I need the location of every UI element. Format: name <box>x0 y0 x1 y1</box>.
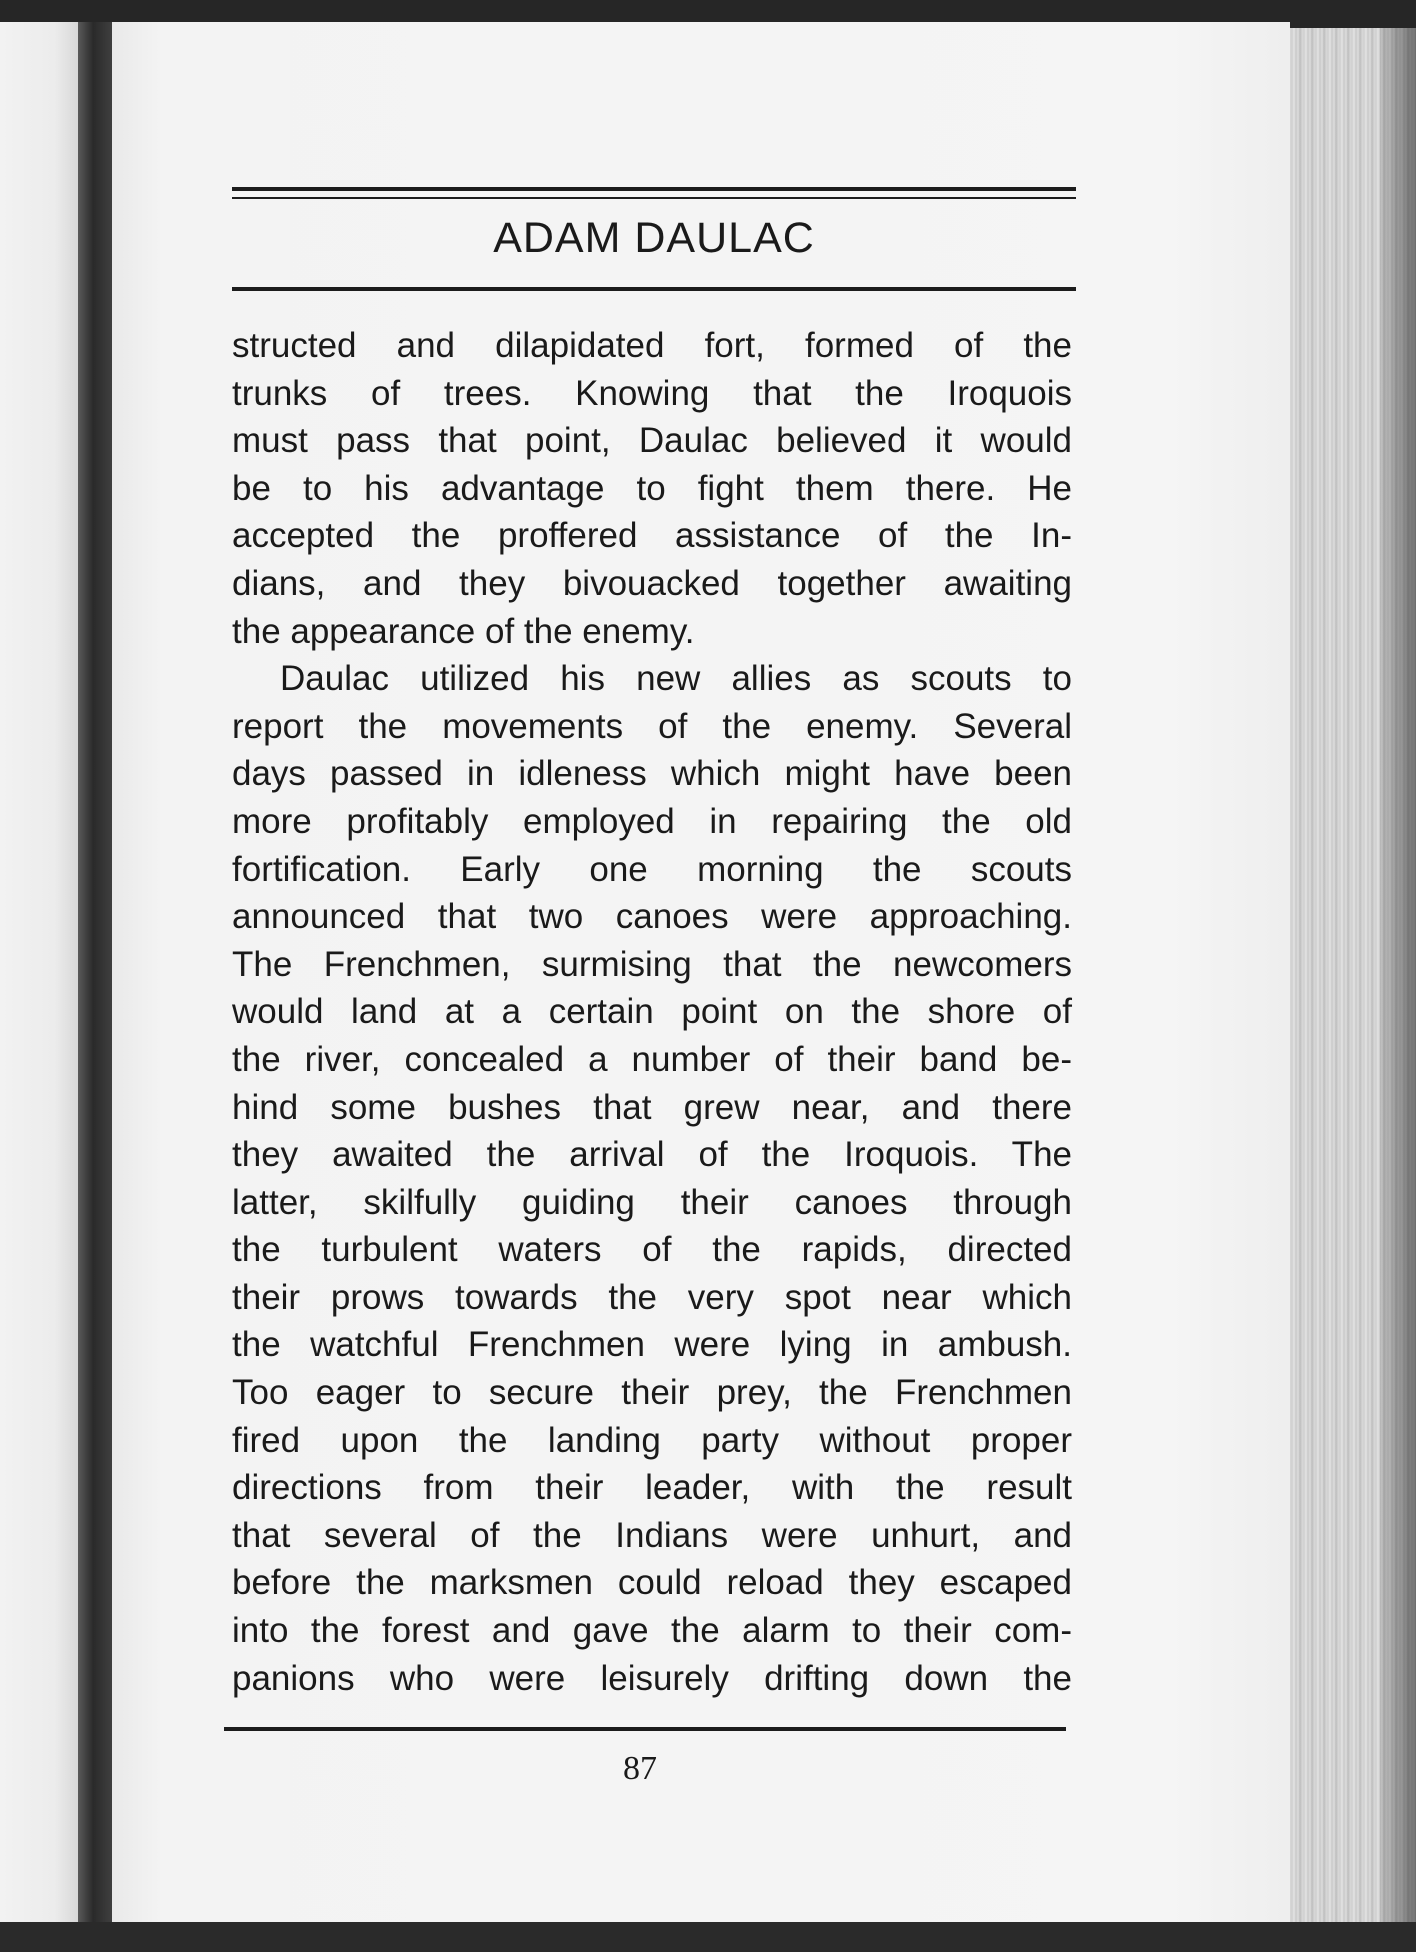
running-head: ADAM DAULAC <box>493 214 815 262</box>
text-line: would land at a certain point on the shore of <box>232 992 1072 1032</box>
text-line: directions from their leader, with the result <box>232 1468 1072 1508</box>
text-line: dians, and they bivouacked together awaiting <box>232 563 1072 603</box>
text-line: that several of the Indians were unhurt, and <box>232 1515 1072 1555</box>
book-gutter <box>78 22 112 1922</box>
text-line: into the forest and gave the alarm to their com- <box>232 1611 1072 1651</box>
text-line: the river, concealed a number of their band be- <box>232 1039 1072 1079</box>
text-line: they awaited the arrival of the Iroquois. The <box>232 1135 1072 1175</box>
page-number: 87 <box>623 1750 657 1787</box>
text-line: announced that two canoes were approaching. <box>232 897 1072 937</box>
body-text <box>232 322 1072 1702</box>
text-line: the watchful Frenchmen were lying in ambush. <box>232 1325 1072 1365</box>
text-line: days passed in idleness which might have been <box>232 754 1072 794</box>
text-line: structed and dilapidated fort, formed of the <box>232 326 1072 365</box>
text-line: panions who were leisurely drifting down the <box>232 1658 1072 1698</box>
text-line: be to his advantage to fight them there. He <box>232 468 1072 508</box>
text-line: report the movements of the enemy. Several <box>232 706 1072 746</box>
text-line: must pass that point, Daulac believed it would <box>232 421 1072 461</box>
header-double-rule-bottom <box>232 197 1076 199</box>
text-line: the turbulent waters of the rapids, directed <box>232 1230 1072 1270</box>
header-double-rule-top <box>232 187 1076 191</box>
text-line: trunks of trees. Knowing that the Iroquois <box>232 373 1072 413</box>
text-line: fired upon the landing party without proper <box>232 1420 1072 1460</box>
text-line: Too eager to secure their prey, the Frenchmen <box>232 1373 1072 1413</box>
text-line: the appearance of the enemy. <box>232 611 695 651</box>
text-line: latter, skilfully guiding their canoes through <box>232 1182 1072 1222</box>
footer-rule <box>224 1727 1066 1731</box>
text-line: more profitably employed in repairing the old <box>232 801 1072 841</box>
text-line: before the marksmen could reload they escaped <box>232 1563 1072 1603</box>
text-line: accepted the proffered assistance of the In- <box>232 516 1072 556</box>
page-stack-shadow <box>1380 28 1416 1922</box>
header-rule <box>232 287 1076 291</box>
text-line: their prows towards the very spot near which <box>232 1277 1072 1317</box>
text-line: hind some bushes that grew near, and there <box>232 1087 1072 1127</box>
facing-page-edge <box>0 22 78 1922</box>
text-line: Daulac utilized his new allies as scouts to <box>280 659 1072 699</box>
text-line: The Frenchmen, surmising that the newcomers <box>232 944 1072 984</box>
text-line: fortification. Early one morning the scouts <box>232 849 1072 889</box>
scan-background-bottom <box>0 1922 1416 1952</box>
